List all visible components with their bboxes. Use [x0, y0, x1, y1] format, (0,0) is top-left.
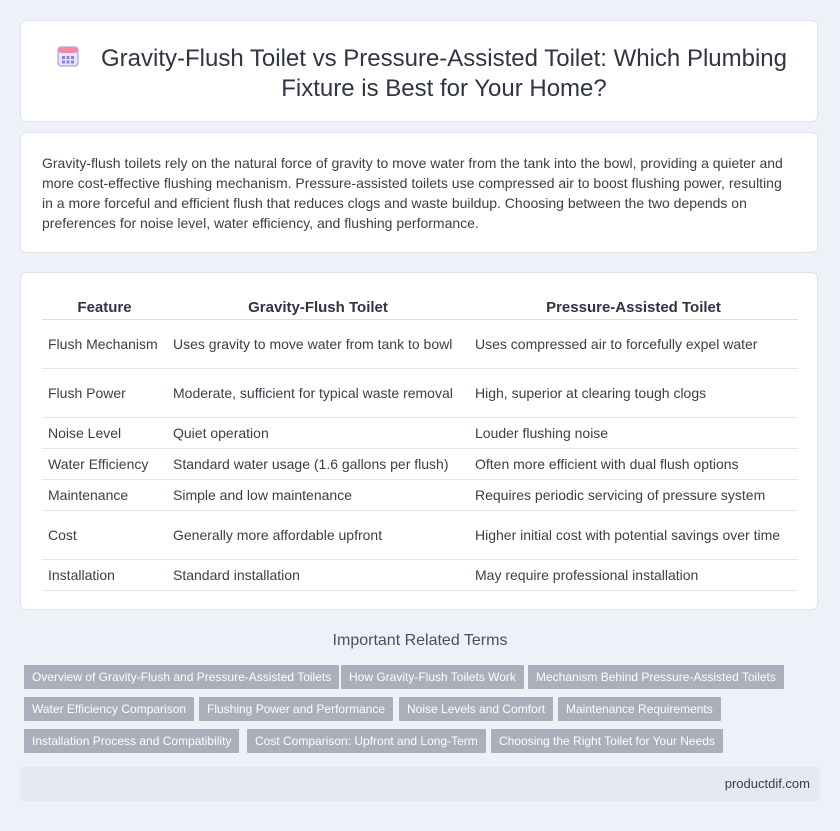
table-row — [42, 560, 798, 591]
related-term-tag[interactable]: Cost Comparison: Upfront and Long-Term — [247, 729, 486, 753]
pressure-cell: Uses compressed air to forcefully expel water — [469, 320, 798, 369]
related-term-tag[interactable]: Choosing the Right Toilet for Your Needs — [491, 729, 723, 753]
header-feature: Feature — [42, 295, 167, 320]
intro-card — [20, 132, 818, 253]
pressure-cell: Often more efficient with dual flush options — [469, 449, 798, 480]
related-term-tag[interactable]: Installation Process and Compatibility — [24, 729, 239, 753]
related-term-tag[interactable]: Noise Levels and Comfort — [399, 697, 553, 721]
gravity-cell: Quiet operation — [167, 418, 469, 449]
feature-cell: Noise Level — [42, 418, 167, 449]
footer-bar — [20, 767, 820, 801]
pressure-cell: May require professional installation — [469, 560, 798, 591]
feature-cell: Cost — [42, 511, 167, 560]
comparison-table — [42, 295, 798, 591]
table-row — [42, 418, 798, 449]
pressure-cell: Requires periodic servicing of pressure system — [469, 480, 798, 511]
table-row — [42, 480, 798, 511]
source-label[interactable]: productdif.com — [724, 776, 810, 791]
related-term-tag[interactable]: Mechanism Behind Pressure-Assisted Toilets — [528, 665, 784, 689]
table-row — [42, 369, 798, 418]
related-term-tag[interactable]: Overview of Gravity-Flush and Pressure-Assisted Toilets — [24, 665, 339, 689]
related-term-tag[interactable]: How Gravity-Flush Toilets Work — [341, 665, 524, 689]
gravity-cell: Moderate, sufficient for typical waste removal — [167, 369, 469, 418]
table-row — [42, 511, 798, 560]
title-card — [20, 20, 818, 122]
comparison-card — [20, 272, 818, 610]
feature-cell: Maintenance — [42, 480, 167, 511]
pressure-cell: Louder flushing noise — [469, 418, 798, 449]
gravity-cell: Standard installation — [167, 560, 469, 591]
header-gravity: Gravity-Flush Toilet — [167, 295, 469, 320]
feature-cell: Flush Mechanism — [42, 320, 167, 369]
header-pressure: Pressure-Assisted Toilet — [469, 295, 798, 320]
gravity-cell: Uses gravity to move water from tank to bowl — [167, 320, 469, 369]
gravity-cell: Generally more affordable upfront — [167, 511, 469, 560]
table-row — [42, 320, 798, 369]
table-row — [42, 449, 798, 480]
pressure-cell: Higher initial cost with potential savings over time — [469, 511, 798, 560]
intro-paragraph: Gravity-flush toilets rely on the natural force of gravity to move water from the tank into the bowl, providing a quieter and more cost-effective flushing mechanism. Pressure-assisted toilets use compressed air to boost flushing power, resulting in a more forceful and efficient flush that reduces clogs and waste buildup. Choosing between the two depends on preferences for noise level, water efficiency, and flushing performance. — [42, 155, 783, 231]
pressure-cell: High, superior at clearing tough clogs — [469, 369, 798, 418]
feature-cell: Water Efficiency — [42, 449, 167, 480]
calendar-icon — [57, 44, 79, 68]
related-term-tag[interactable]: Water Efficiency Comparison — [24, 697, 194, 721]
related-terms-title: Important Related Terms — [332, 632, 508, 649]
feature-cell: Flush Power — [42, 369, 167, 418]
gravity-cell: Standard water usage (1.6 gallons per flush) — [167, 449, 469, 480]
related-term-tag[interactable]: Maintenance Requirements — [558, 697, 721, 721]
feature-cell: Installation — [42, 560, 167, 591]
page-title: Gravity-Flush Toilet vs Pressure-Assisted Toilet: Which Plumbing Fixture is Best for Your Home? — [100, 45, 787, 102]
gravity-cell: Simple and low maintenance — [167, 480, 469, 511]
related-term-tag[interactable]: Flushing Power and Performance — [199, 697, 393, 721]
